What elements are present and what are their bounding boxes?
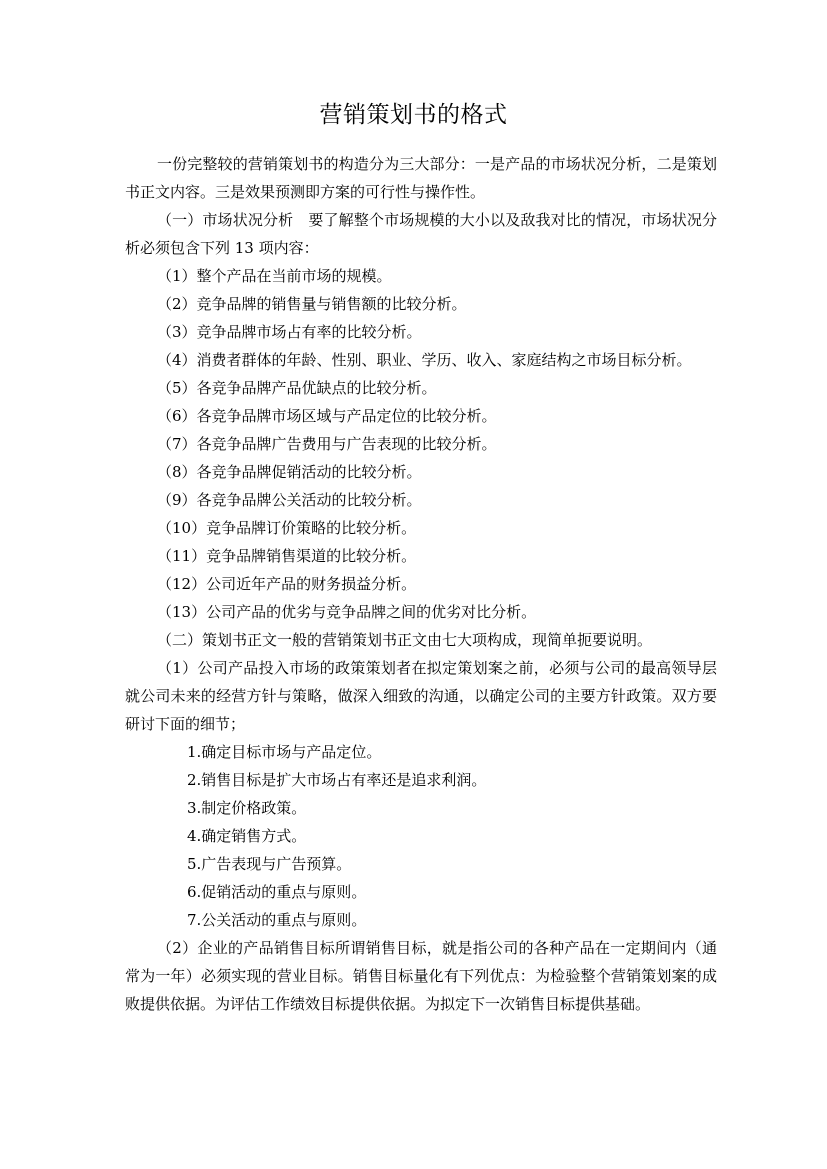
- sub-list-item: 5.广告表现与广告预算。: [187, 855, 352, 873]
- list-item: （3）竞争品牌市场占有率的比较分析。: [157, 323, 422, 341]
- list-item: （2）竞争品牌的销售量与销售额的比较分析。: [157, 295, 467, 313]
- list-item: （11）竞争品牌销售渠道的比较分析。: [157, 547, 417, 565]
- list-item: （10）竞争品牌订价策略的比较分析。: [157, 519, 417, 537]
- sub-list-item: 2.销售目标是扩大市场占有率还是追求利润。: [187, 771, 487, 789]
- list-item: （4）消费者群体的年龄、性别、职业、学历、收入、家庭结构之市场目标分析。: [157, 351, 692, 369]
- list-item: （6）各竞争品牌市场区域与产品定位的比较分析。: [157, 407, 497, 425]
- section2-paragraph-2: （2）企业的产品销售目标所谓销售目标，就是指公司的各种产品在一定期间内（通常为一年）必须实现的营业目标。销售目标量化有下列优点：为检验整个营销策划案的成败提供依据。为评估工作绩效目标提供依据。为拟定下一次销售目标提供基础。: [125, 939, 717, 1013]
- list-item: （9）各竞争品牌公关活动的比较分析。: [157, 491, 422, 509]
- list-item: （5）各竞争品牌产品优缺点的比较分析。: [157, 379, 437, 397]
- section1-heading: （一）市场状况分析 要了解整个市场规模的大小以及敌我对比的情况，市场状况分析必须包含下列 13 项内容：: [125, 211, 717, 257]
- list-item: （8）各竞争品牌促销活动的比较分析。: [157, 463, 422, 481]
- document-body: [125, 150, 717, 1018]
- list-item: （7）各竞争品牌广告费用与广告表现的比较分析。: [157, 435, 497, 453]
- list-item: （13）公司产品的优劣与竞争品牌之间的优劣对比分析。: [157, 603, 537, 621]
- list-item: （1）整个产品在当前市场的规模。: [157, 267, 392, 285]
- document-title: 营销策划书的格式: [319, 102, 508, 128]
- section2-paragraph-1: （1）公司产品投入市场的政策策划者在拟定策划案之前，必须与公司的最高领导层就公司未来的经营方针与策略，做深入细致的沟通，以确定公司的主要方针政策。双方要研讨下面的细节；: [125, 659, 717, 733]
- sub-list-item: 7.公关活动的重点与原则。: [187, 911, 367, 929]
- sub-list-item: 3.制定价格政策。: [187, 799, 307, 817]
- sub-list-item: 4.确定销售方式。: [187, 827, 307, 845]
- intro-paragraph: 一份完整较的营销策划书的构造分为三大部分：一是产品的市场状况分析，二是策划书正文内容。三是效果预测即方案的可行性与操作性。: [125, 155, 717, 201]
- section2-heading: （二）策划书正文一般的营销策划书正文由七大项构成，现简单扼要说明。: [157, 631, 653, 649]
- list-item: （12）公司近年产品的财务损益分析。: [157, 575, 417, 593]
- sub-list-item: 1.确定目标市场与产品定位。: [187, 743, 382, 761]
- sub-list-item: 6.促销活动的重点与原则。: [187, 883, 367, 901]
